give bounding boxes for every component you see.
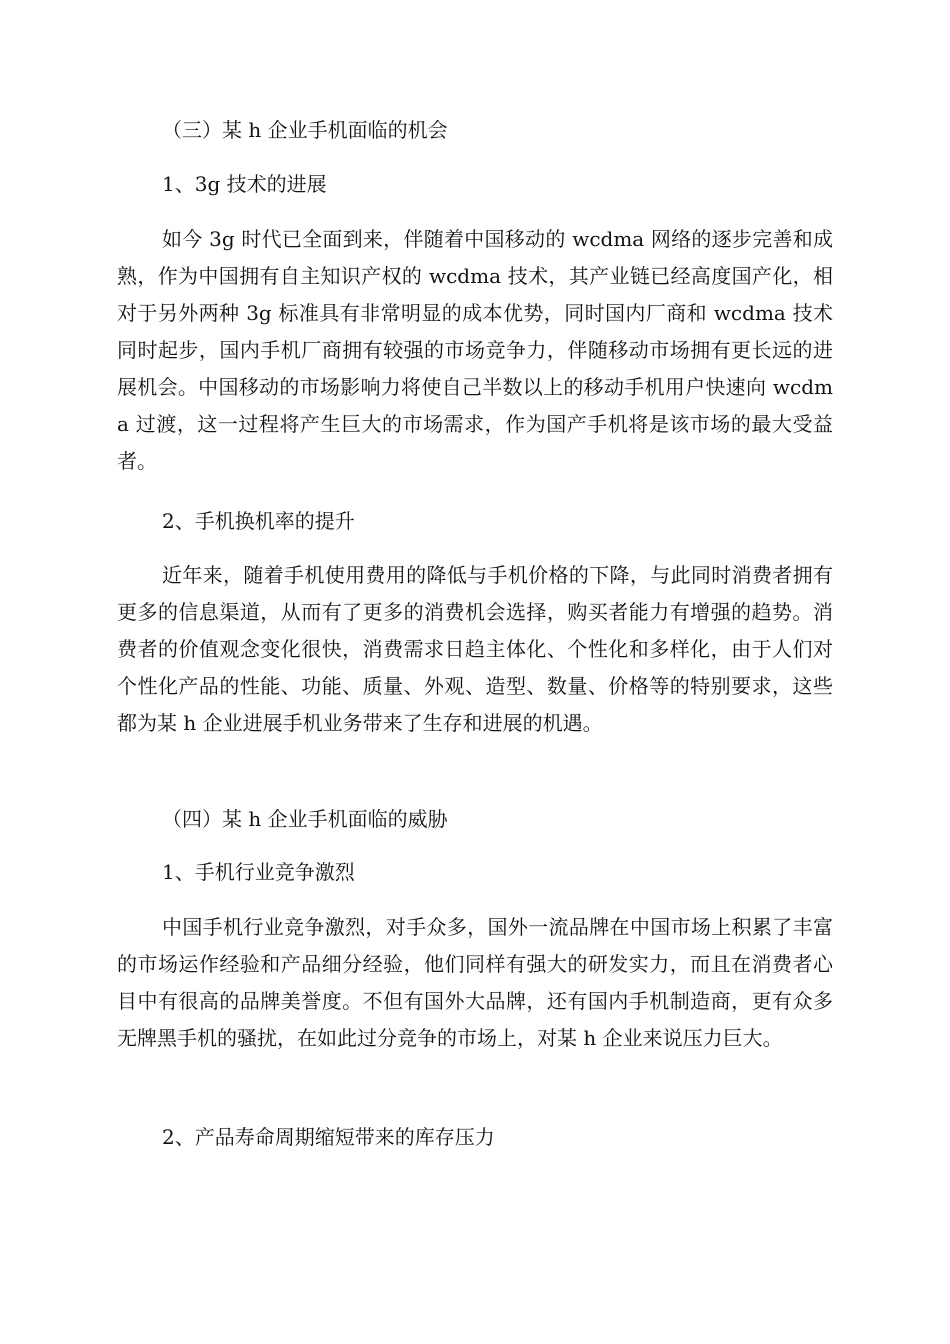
section-3-item-2-heading: 2、手机换机率的提升 bbox=[162, 509, 355, 533]
section-4-item-1-paragraph: 中国手机行业竞争激烈，对手众多，国外一流品牌在中国市场上积累了丰富的市场运作经验和产品细分经验，他们同样有强大的研发实力，而且在消费者心目中有很高的品牌美誉度。不但有国外大品牌，还有国内手机制造商，更有众多无牌黑手机的骚扰，在如此过分竞争的市场上，对某 h 企业来说压力巨大。 bbox=[117, 915, 833, 1050]
section-3-item-1-heading: 1、3g 技术的进展 bbox=[162, 172, 327, 196]
section-3-item-2-paragraph: 近年来，随着手机使用费用的降低与手机价格的下降，与此同时消费者拥有更多的信息渠道，从而有了更多的消费机会选择，购买者能力有增强的趋势。消费者的价值观念变化很快，消费需求日趋主体化、个性化和多样化，由于人们对个性化产品的性能、功能、质量、外观、造型、数量、价格等的特别要求，这些都为某 h 企业进展手机业务带来了生存和进展的机遇。 bbox=[117, 563, 833, 735]
section-4-item-2-heading: 2、产品寿命周期缩短带来的库存压力 bbox=[162, 1125, 495, 1149]
section-4-item-1-heading: 1、手机行业竞争激烈 bbox=[162, 860, 355, 884]
section-3-item-1-paragraph: 如今 3g 时代已全面到来，伴随着中国移动的 wcdma 网络的逐步完善和成熟，作为中国拥有自主知识产权的 wcdma 技术，其产业链已经高度国产化，相对于另外两种 3g 标准具有非常明显的成本优势，同时国内厂商和 wcdma 技术同时起步，国内手机厂商拥有较强的市场竞争力，伴随移动市场拥有更长远的进展机会。中国移动的市场影响力将使自己半数以上的移动手机用户快速向 wcdma 过渡，这一过程将产生巨大的市场需求，作为国产手机将是该市场的最大受益者。 bbox=[117, 227, 833, 473]
section-4-title: （四）某 h 企业手机面临的威胁 bbox=[162, 807, 448, 831]
section-3-title: （三）某 h 企业手机面临的机会 bbox=[162, 118, 448, 142]
